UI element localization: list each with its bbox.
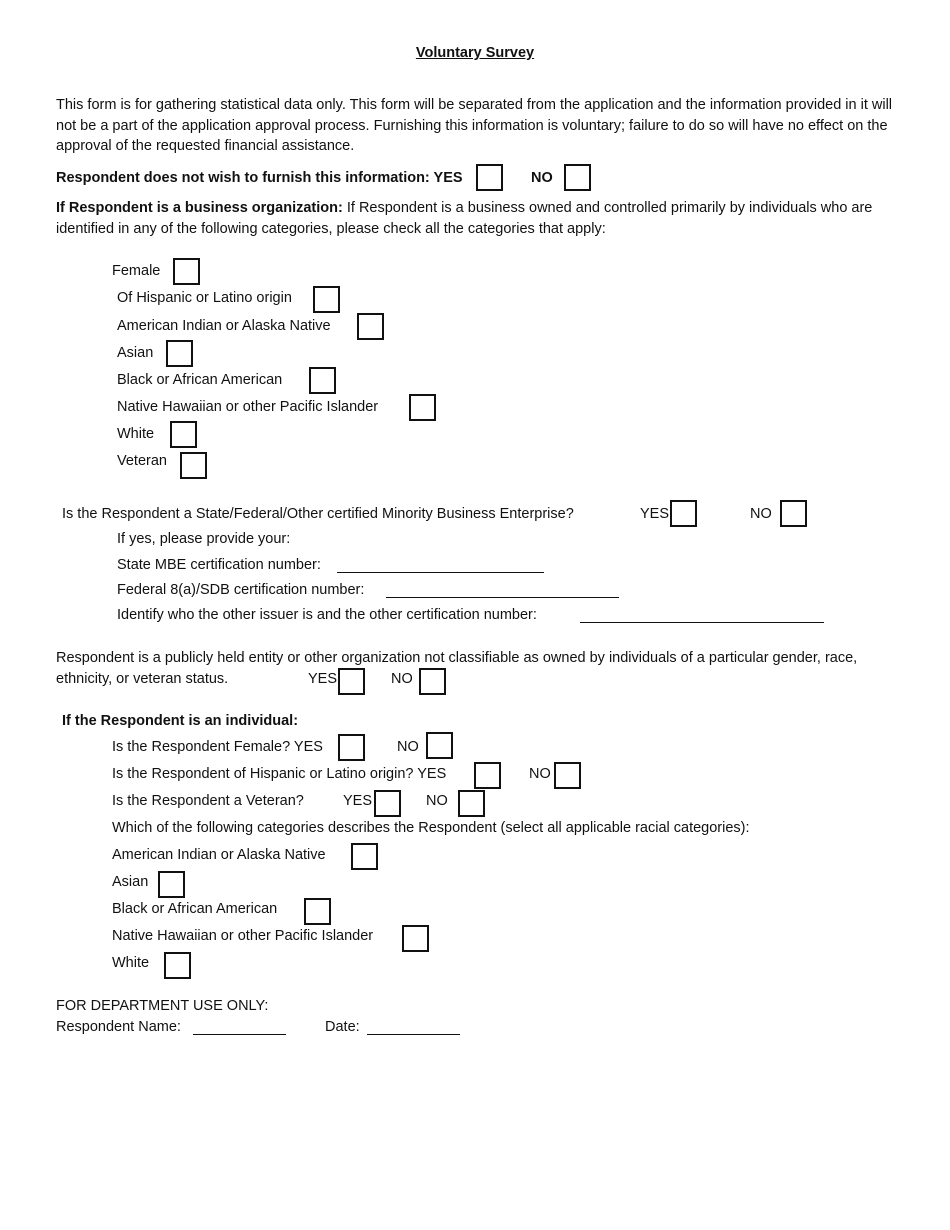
business-category-american-indian-label: American Indian or Alaska Native (117, 318, 331, 334)
business-category-black-label: Black or African American (117, 372, 283, 388)
other-issuer-label: Identify who the other issuer is and the other certification number: (117, 607, 537, 623)
individual-veteran-no-checkbox[interactable] (458, 790, 485, 817)
business-paragraph (56, 198, 906, 239)
individual-female-no-label: NO (397, 739, 419, 755)
mbe-if-yes-text: If yes, please provide your: (117, 531, 291, 547)
race-white-label: White (112, 955, 150, 971)
race-asian-label: Asian (112, 874, 149, 890)
individual-hispanic-yes-checkbox[interactable] (474, 762, 501, 789)
individual-veteran-question: Is the Respondent a Veteran? (112, 793, 304, 809)
respondent-name-label: Respondent Name: (56, 1019, 181, 1035)
mbe-yes-label: YES (640, 506, 670, 522)
business-category-asian-label: Asian (117, 345, 154, 361)
federal-cert-label: Federal 8(a)/SDB certification number: (117, 582, 365, 598)
respondent-name-field[interactable] (193, 1034, 286, 1035)
business-category-white-checkbox[interactable] (170, 421, 197, 448)
race-hawaiian-label: Native Hawaiian or other Pacific Islander (112, 928, 374, 944)
public-no-checkbox[interactable] (419, 668, 446, 695)
individual-hispanic-no-checkbox[interactable] (554, 762, 581, 789)
mbe-no-label: NO (750, 506, 772, 522)
mbe-question: Is the Respondent a State/Federal/Other certified Minority Business Enterprise? (62, 506, 574, 522)
individual-female-question: Is the Respondent Female? YES (112, 739, 323, 755)
individual-hispanic-no-label: NO (529, 766, 551, 782)
business-category-asian-checkbox[interactable] (166, 340, 193, 367)
business-category-american-indian-checkbox[interactable] (357, 313, 384, 340)
race-white-checkbox[interactable] (164, 952, 191, 979)
individual-veteran-yes-checkbox[interactable] (374, 790, 401, 817)
business-category-black-checkbox[interactable] (309, 367, 336, 394)
individual-hispanic-question: Is the Respondent of Hispanic or Latino origin? YES (112, 766, 447, 782)
mbe-no-checkbox[interactable] (780, 500, 807, 527)
mbe-yes-checkbox[interactable] (670, 500, 697, 527)
race-asian-checkbox[interactable] (158, 871, 185, 898)
federal-cert-number-field[interactable] (386, 597, 619, 598)
business-category-veteran-label: Veteran (117, 453, 167, 469)
business-category-white-label: White (117, 426, 155, 442)
individual-veteran-yes-label: YES (343, 793, 373, 809)
business-category-female-checkbox[interactable] (173, 258, 200, 285)
business-heading: If Respondent is a business organization: (56, 200, 343, 216)
no-furnish-label: Respondent does not wish to furnish this information: YES (56, 170, 463, 186)
other-issuer-field[interactable] (580, 622, 824, 623)
race-american-indian-checkbox[interactable] (351, 843, 378, 870)
department-heading: FOR DEPARTMENT USE ONLY: (56, 998, 269, 1014)
no-furnish-no-checkbox[interactable] (564, 164, 591, 191)
state-mbe-number-field[interactable] (337, 572, 544, 573)
public-yes-label: YES (308, 671, 338, 687)
page-title: Voluntary Survey (415, 45, 535, 61)
public-no-label: NO (391, 671, 413, 687)
public-yes-checkbox[interactable] (338, 668, 365, 695)
date-label: Date: (325, 1019, 360, 1035)
no-furnish-no-label: NO (531, 170, 553, 186)
state-mbe-label: State MBE certification number: (117, 557, 321, 573)
race-hawaiian-checkbox[interactable] (402, 925, 429, 952)
race-question: Which of the following categories describes the Respondent (select all applicable racial categories): (112, 820, 750, 836)
business-category-hispanic-checkbox[interactable] (313, 286, 340, 313)
race-black-label: Black or African American (112, 901, 278, 917)
individual-veteran-no-label: NO (426, 793, 448, 809)
business-category-hawaiian-label: Native Hawaiian or other Pacific Islander (117, 399, 379, 415)
date-field[interactable] (367, 1034, 460, 1035)
individual-heading: If the Respondent is an individual: (62, 713, 299, 729)
business-category-veteran-checkbox[interactable] (180, 452, 207, 479)
public-entity-paragraph: Respondent is a publicly held entity or other organization not classifiable as owned by individuals of a particular gender, race, ethnicity, or veteran status. (56, 650, 858, 687)
no-furnish-yes-checkbox[interactable] (476, 164, 503, 191)
race-american-indian-label: American Indian or Alaska Native (112, 847, 326, 863)
business-category-hispanic-label: Of Hispanic or Latino origin (117, 290, 292, 306)
business-category-female-label: Female (112, 263, 161, 279)
race-black-checkbox[interactable] (304, 898, 331, 925)
business-text: If Respondent is a business owned and controlled primarily by individuals who are identified in any of the following categories, please check all the categories that apply: (56, 200, 873, 237)
business-category-hawaiian-checkbox[interactable] (409, 394, 436, 421)
individual-female-no-checkbox[interactable] (426, 732, 453, 759)
intro-paragraph: This form is for gathering statistical data only. This form will be separated from the application and the information provided in it will not be a part of the application approval process. Furnishing this information is voluntary; failure to do so will have no effect on the approval of the requested financial assistance. (56, 97, 893, 154)
individual-female-yes-checkbox[interactable] (338, 734, 365, 761)
